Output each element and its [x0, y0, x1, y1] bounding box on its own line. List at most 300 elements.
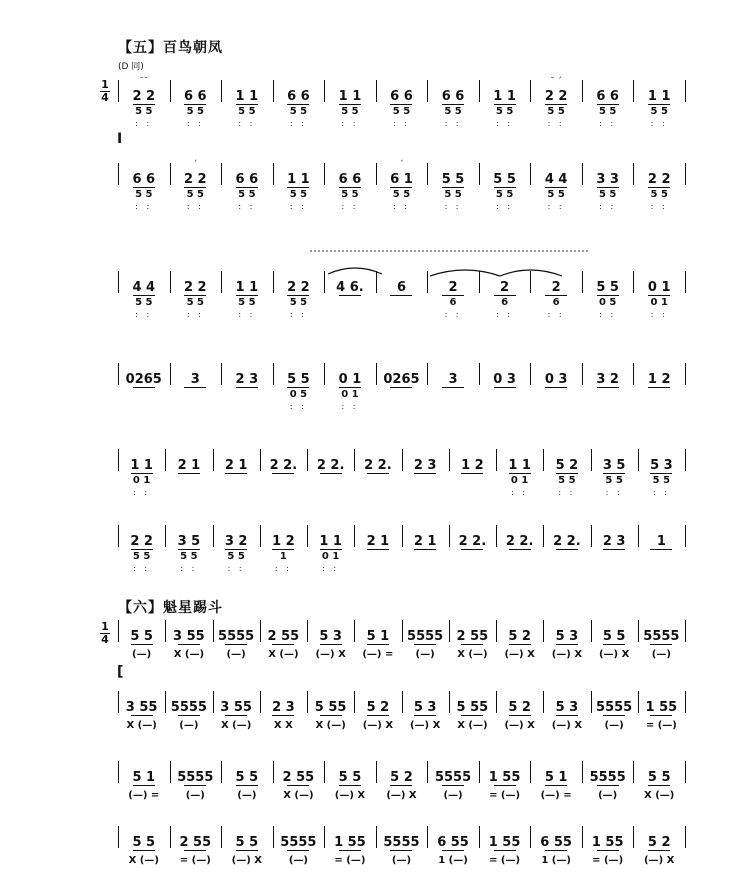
- beam-line: [582, 387, 634, 388]
- measure: [118, 72, 170, 132]
- accompaniment-notes: 5 5: [495, 106, 514, 117]
- beam-line: [324, 104, 376, 105]
- measure: [354, 441, 401, 501]
- percussion-marks: (—) X: [504, 649, 535, 660]
- percussion-marks: X (—): [457, 649, 488, 660]
- octave-dots: : :: [599, 310, 617, 319]
- measure: [118, 441, 165, 501]
- beam-line: [530, 850, 582, 851]
- beam-line: [496, 715, 543, 716]
- beam-line: [354, 715, 401, 716]
- measure: [530, 72, 582, 132]
- barline: [118, 826, 119, 848]
- beam-line: [118, 850, 170, 851]
- measure: [582, 355, 634, 415]
- beam-line: [582, 785, 634, 786]
- measure: [633, 753, 685, 813]
- measure: [273, 155, 325, 215]
- percussion-marks: (—): [604, 720, 624, 731]
- measure: [402, 517, 449, 577]
- measure: [530, 355, 582, 415]
- beam-line: [376, 104, 428, 105]
- beam-line: [221, 785, 273, 786]
- melody-notes: 5 1: [366, 629, 390, 644]
- beam-line: [213, 473, 260, 474]
- barline: [685, 761, 686, 783]
- beam-line: [354, 644, 401, 645]
- beam-line: [402, 644, 449, 645]
- melody-notes: 5 5: [602, 629, 626, 644]
- percussion-marks: (—): [443, 790, 463, 801]
- beam-line: [354, 549, 401, 550]
- accompaniment-notes: 5 5: [392, 189, 411, 200]
- staff-system: [0, 683, 750, 743]
- percussion-marks: (—) X: [362, 720, 394, 731]
- melody-notes: 5555: [643, 629, 680, 644]
- measure: [307, 517, 354, 577]
- melody-notes: 2: [448, 280, 458, 295]
- articulation-marks: ´: [193, 160, 198, 170]
- measure: [170, 72, 222, 132]
- beam-line: [307, 473, 354, 474]
- measure: [402, 441, 449, 501]
- accompaniment-notes: 5 5: [547, 106, 565, 117]
- beam-line: [402, 473, 449, 474]
- beam-line: [449, 549, 496, 550]
- octave-dots: : :: [599, 202, 617, 211]
- octave-dots: : :: [186, 202, 204, 211]
- percussion-marks: X (—): [173, 649, 205, 660]
- melody-notes: 1 1: [287, 172, 310, 187]
- percussion-marks: X (—): [283, 790, 314, 801]
- beam-line: [427, 104, 479, 105]
- percussion-marks: (—): [179, 720, 199, 731]
- melody-notes: 5 5: [235, 835, 259, 850]
- octave-dots: : :: [135, 119, 153, 128]
- percussion-marks: X (—): [457, 720, 488, 731]
- beam-line: [118, 715, 165, 716]
- melody-notes: 2 2.: [316, 458, 345, 473]
- melody-notes: 6: [396, 280, 406, 295]
- octave-dots: : :: [605, 488, 623, 497]
- percussion-marks: (—): [391, 855, 412, 866]
- beam-line: [530, 295, 582, 296]
- melody-notes: 1 1: [493, 89, 516, 104]
- octave-dots: : :: [650, 202, 668, 211]
- beam-line: [273, 387, 325, 388]
- beam-line: [170, 850, 222, 851]
- melody-notes: 6 55: [437, 835, 469, 850]
- percussion-marks: = (—): [645, 720, 677, 731]
- percussion-marks: X (—): [644, 790, 675, 801]
- beam-line: [273, 295, 325, 296]
- beam-line: [543, 644, 590, 645]
- melody-notes: 5 3: [319, 629, 342, 644]
- beam-line: [591, 549, 638, 550]
- melody-notes: 1 2: [272, 534, 295, 549]
- beam-line: [376, 187, 428, 188]
- beam-line: [449, 644, 496, 645]
- barline: [118, 363, 119, 385]
- measure: [273, 355, 325, 415]
- accompaniment-notes: 5 5: [598, 189, 617, 200]
- octave-dots: : :: [341, 119, 359, 128]
- melody-notes: 5 2: [647, 835, 671, 850]
- barline: [685, 826, 686, 848]
- melody-notes: 2 2.: [269, 458, 298, 473]
- accompaniment-notes: 5 5: [547, 189, 565, 200]
- octave-dots: : :: [652, 488, 670, 497]
- measure: [221, 72, 273, 132]
- beam-line: [638, 473, 685, 474]
- melody-notes: 6 1: [390, 172, 413, 187]
- measure: [591, 517, 638, 577]
- section-6-start-mark: [: [117, 664, 124, 680]
- percussion-marks: = (—): [179, 855, 211, 866]
- measure: [260, 441, 307, 501]
- percussion-marks: (—) X: [409, 720, 441, 731]
- measure: [213, 683, 260, 743]
- melody-notes: 5 5: [493, 172, 516, 187]
- beam-line: [530, 785, 582, 786]
- melody-notes: 5555: [177, 770, 214, 785]
- measure: [427, 753, 479, 813]
- accompaniment-notes: 5 5: [238, 106, 256, 117]
- beam-line: [638, 644, 685, 645]
- melody-notes: 2 1: [224, 458, 248, 473]
- beam-line: [427, 387, 479, 388]
- melody-notes: 5555: [280, 835, 317, 850]
- melody-notes: 5 2: [508, 629, 531, 644]
- melody-notes: 5 5: [647, 770, 671, 785]
- melody-notes: 5 2: [366, 700, 390, 715]
- beam-line: [324, 187, 376, 188]
- beam-line: [165, 715, 212, 716]
- accompaniment-notes: 5 5: [227, 551, 245, 562]
- percussion-marks: = (—): [489, 790, 521, 801]
- barline: [685, 80, 686, 102]
- melody-notes: 2 55: [179, 835, 212, 850]
- measure: [376, 72, 428, 132]
- melody-notes: 0 3: [544, 372, 568, 387]
- measure: [496, 517, 543, 577]
- percussion-marks: = (—): [489, 855, 521, 866]
- accompaniment-notes: 5 5: [341, 189, 359, 200]
- percussion-marks: X (—): [128, 855, 159, 866]
- octave-dots: : :: [496, 119, 514, 128]
- barline: [685, 271, 686, 293]
- beam-line: [221, 850, 273, 851]
- accompaniment-notes: 5 5: [444, 189, 462, 200]
- octave-dots: : :: [289, 310, 307, 319]
- melody-notes: 1: [656, 534, 666, 549]
- melody-notes: 0265: [125, 372, 162, 387]
- measure: [582, 155, 634, 215]
- melody-notes: 2 3: [272, 700, 295, 715]
- measure: [479, 72, 531, 132]
- measure: [427, 818, 479, 878]
- measure: [591, 683, 638, 743]
- time-sig-denominator: 4: [101, 91, 109, 104]
- measure: [449, 683, 496, 743]
- beam-line: [633, 187, 685, 188]
- melody-notes: 5 1: [132, 770, 156, 785]
- beam-line: [324, 785, 376, 786]
- accompaniment-notes: 1: [279, 551, 287, 562]
- melody-notes: 3: [190, 372, 200, 387]
- beam-line: [376, 387, 428, 388]
- octave-dots: : :: [135, 310, 153, 319]
- melody-notes: 5555: [596, 700, 633, 715]
- beam-line: [582, 104, 634, 105]
- measure: [582, 72, 634, 132]
- measure: [496, 683, 543, 743]
- percussion-marks: (—) X: [315, 649, 346, 660]
- measure: [324, 818, 376, 878]
- accompaniment-notes: 5 5: [444, 106, 462, 117]
- beam-line: [118, 387, 170, 388]
- melody-notes: 5555: [407, 629, 444, 644]
- beam-line: [307, 644, 354, 645]
- accompaniment-notes: 0 5: [598, 297, 617, 308]
- beam-line: [260, 473, 307, 474]
- beam-line: [170, 104, 222, 105]
- percussion-marks: = (—): [334, 855, 366, 866]
- melody-notes: 1 55: [591, 835, 624, 850]
- melody-notes: 5 5: [130, 629, 153, 644]
- measure: [221, 818, 273, 878]
- beam-line: [118, 549, 165, 550]
- barline: [118, 761, 119, 783]
- beam-line: [402, 715, 449, 716]
- beam-line: [118, 473, 165, 474]
- melody-notes: 5 2: [390, 770, 413, 785]
- percussion-marks: (—) X: [386, 790, 417, 801]
- melody-notes: 1 55: [488, 835, 521, 850]
- beam-line: [213, 644, 260, 645]
- beam-line: [638, 549, 685, 550]
- beam-line: [221, 104, 273, 105]
- beam-line: [260, 549, 307, 550]
- beam-line: [543, 715, 590, 716]
- barline: [118, 80, 119, 102]
- measure: [479, 818, 531, 878]
- measure: [273, 753, 325, 813]
- beam-line: [449, 473, 496, 474]
- barline: [118, 163, 119, 185]
- measure: [118, 517, 165, 577]
- section-5-mode-mark: (D 同): [118, 62, 144, 72]
- measure: [260, 517, 307, 577]
- accompaniment-notes: 5 5: [186, 106, 204, 117]
- melody-notes: 5 3: [555, 629, 579, 644]
- melody-notes: 0265: [383, 372, 420, 387]
- staff-system: [0, 818, 750, 878]
- measure: [221, 355, 273, 415]
- section-6-title: 【六】魁星踢斗: [118, 600, 223, 616]
- beam-line: [591, 715, 638, 716]
- beam-line: [582, 850, 634, 851]
- measure: [479, 753, 531, 813]
- beam-line: [118, 295, 170, 296]
- melody-notes: 5 55: [314, 700, 347, 715]
- accompaniment-notes: 6: [552, 297, 560, 308]
- accompaniment-notes: 0 1: [321, 551, 340, 562]
- measure: [165, 683, 212, 743]
- measure: [638, 441, 685, 501]
- melody-notes: 2 2: [183, 280, 207, 295]
- accompaniment-notes: 5 5: [495, 189, 514, 200]
- melody-notes: 0 1: [647, 280, 671, 295]
- measure: [582, 753, 634, 813]
- accompaniment-notes: 5 5: [186, 297, 204, 308]
- beam-line: [633, 104, 685, 105]
- melody-notes: 0 1: [338, 372, 362, 387]
- measure: [170, 263, 222, 323]
- beam-line: [260, 715, 307, 716]
- percussion-marks: (—): [237, 790, 257, 801]
- octave-dots: : :: [558, 488, 576, 497]
- measure: [449, 517, 496, 577]
- beam-line: [479, 187, 531, 188]
- beam-line: [260, 644, 307, 645]
- beam-line: [427, 187, 479, 188]
- beam-line: [165, 644, 212, 645]
- articulation-marks: ˘ ´: [550, 77, 563, 87]
- melody-notes: 2 55: [456, 629, 489, 644]
- accompaniment-notes: 0 1: [132, 475, 151, 486]
- accompaniment-notes: 5 5: [238, 189, 256, 200]
- measure: [324, 155, 376, 215]
- beam-line: [591, 644, 638, 645]
- melody-notes: 4 4: [544, 172, 568, 187]
- beam-line: [170, 187, 222, 188]
- melody-notes: 1 2: [461, 458, 484, 473]
- measure: [591, 441, 638, 501]
- melody-notes: 3 3: [596, 172, 619, 187]
- octave-dots: : :: [393, 119, 410, 128]
- beam-line: [496, 473, 543, 474]
- measure: [307, 683, 354, 743]
- measure: [260, 683, 307, 743]
- melody-notes: 2: [500, 280, 510, 295]
- octave-dots: : :: [444, 310, 462, 319]
- beam-line: [170, 387, 222, 388]
- measure: [118, 683, 165, 743]
- accompaniment-notes: 0 1: [510, 475, 529, 486]
- time-sig-numerator: 1: [101, 620, 109, 633]
- melody-notes: 5555: [218, 629, 255, 644]
- octave-dots: : :: [599, 119, 617, 128]
- octave-dots: : :: [547, 202, 565, 211]
- section-5-title: 【五】百鸟朝凤: [118, 40, 223, 56]
- measure: [118, 155, 170, 215]
- measure: [213, 517, 260, 577]
- barline: [685, 363, 686, 385]
- percussion-marks: (—): [415, 649, 435, 660]
- tie-arcs: [300, 246, 600, 286]
- measure: [221, 155, 273, 215]
- melody-notes: 2: [551, 280, 561, 295]
- measure: [427, 155, 479, 215]
- beam-line: [449, 715, 496, 716]
- measure: [479, 355, 531, 415]
- melody-notes: 1 2: [647, 372, 671, 387]
- beam-line: [170, 785, 222, 786]
- octave-dots: : :: [322, 564, 340, 573]
- melody-notes: 5 5: [338, 770, 362, 785]
- octave-dots: : :: [496, 202, 514, 211]
- octave-dots: : :: [650, 310, 668, 319]
- melody-notes: 1 1: [235, 89, 259, 104]
- measure: [221, 753, 273, 813]
- melody-notes: 2 55: [282, 770, 315, 785]
- beam-line: [479, 387, 531, 388]
- percussion-marks: (—): [651, 649, 671, 660]
- octave-dots: : :: [289, 402, 307, 411]
- octave-dots: : :: [444, 119, 462, 128]
- measure: [260, 612, 307, 672]
- melody-notes: 5 5: [596, 280, 619, 295]
- staff-system: [0, 612, 750, 672]
- octave-dots: : :: [238, 119, 256, 128]
- percussion-marks: (—) X: [644, 855, 675, 866]
- octave-dots: : :: [133, 488, 151, 497]
- accompaniment-notes: 5 5: [135, 297, 153, 308]
- percussion-marks: = (—): [592, 855, 624, 866]
- melody-notes: 5555: [434, 770, 472, 785]
- measure: [354, 683, 401, 743]
- beam-line: [165, 473, 212, 474]
- melody-notes: 2 1: [177, 458, 201, 473]
- beam-line: [582, 187, 634, 188]
- staff-system: [0, 753, 750, 813]
- beam-line: [530, 104, 582, 105]
- measure: [170, 753, 222, 813]
- accompaniment-notes: 5 5: [135, 189, 153, 200]
- octave-dots: : :: [650, 119, 668, 128]
- melody-notes: 2 55: [267, 629, 300, 644]
- beam-line: [479, 850, 531, 851]
- melody-notes: 3 55: [220, 700, 252, 715]
- measure: [530, 155, 582, 215]
- measure: [402, 683, 449, 743]
- melody-notes: 1 1: [647, 89, 671, 104]
- melody-notes: 5555: [589, 770, 626, 785]
- melody-notes: 2 3: [235, 372, 259, 387]
- accompaniment-notes: 5 5: [238, 297, 256, 308]
- octave-dots: : :: [341, 202, 359, 211]
- percussion-marks: X X: [273, 720, 293, 731]
- percussion-marks: (—): [132, 649, 152, 660]
- melody-notes: 1 1: [235, 280, 259, 295]
- beam-line: [633, 387, 685, 388]
- measure: [170, 818, 222, 878]
- measure: [496, 612, 543, 672]
- melody-notes: 1 1: [130, 458, 153, 473]
- percussion-marks: (—) X: [598, 649, 630, 660]
- beam-line: [118, 104, 170, 105]
- beam-line: [118, 644, 165, 645]
- measure: [376, 155, 428, 215]
- beam-line: [479, 104, 531, 105]
- staff-system: [0, 72, 750, 132]
- beam-line: [221, 295, 273, 296]
- measure: [543, 441, 590, 501]
- beam-line: [221, 187, 273, 188]
- melody-notes: 3 55: [125, 700, 158, 715]
- beam-line: [638, 715, 685, 716]
